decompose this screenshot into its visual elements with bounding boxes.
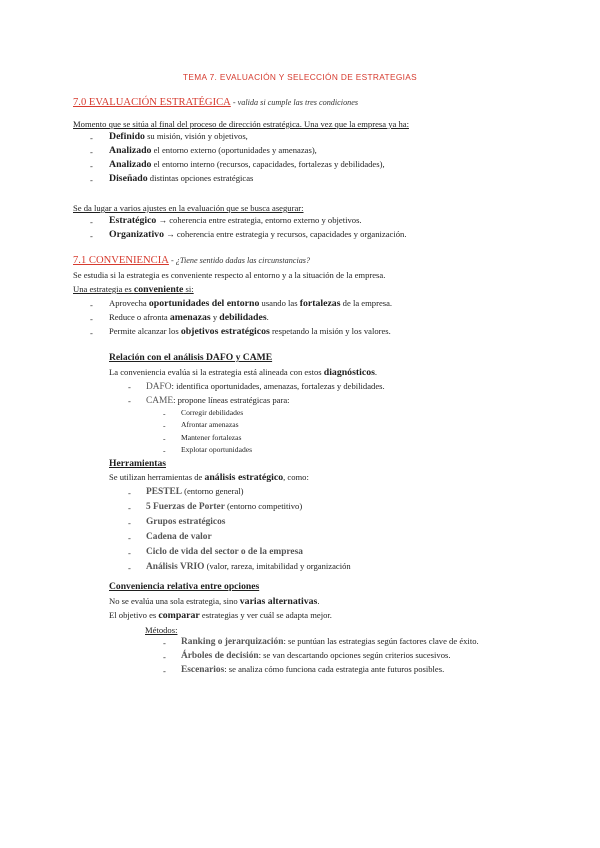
dafo-came-heading: Relación con el análisis DAFO y CAME: [109, 352, 273, 363]
list-bullet: -: [163, 666, 166, 676]
section-7-0-note: - valida si cumple las tres condiciones: [230, 98, 359, 107]
list-item: Aprovecha oportunidades del entorno usando las fortalezas de la empresa.: [109, 298, 393, 309]
adjustment-item: Organizativo → coherencia entre estrategia y recursos, capacidades y organización.: [109, 229, 407, 240]
relative-line: No se evalúa una sola estrategia, sino varias alternativas.: [109, 596, 320, 607]
document-title: TEMA 7. EVALUACIÓN Y SELECCIÓN DE ESTRATEGIAS: [182, 72, 418, 82]
list-item: Diseñado distintas opciones estratégicas: [109, 173, 254, 184]
tools-heading: Herramientas: [109, 458, 167, 469]
came-subitem: Corregir debilidades: [181, 408, 244, 417]
tool-item: Cadena de valor: [146, 532, 212, 542]
tool-item: Análisis VRIO (valor, rareza, imitabilidad y organización: [146, 561, 351, 572]
list-bullet: -: [90, 314, 93, 324]
list-item: Reduce o afronta amenazas y debilidades.: [109, 312, 269, 323]
list-item: Analizado el entorno interno (recursos, capacidades, fortalezas y debilidades),: [109, 159, 385, 170]
section-7-1-note: - ¿Tiene sentido dadas las circunstancias?: [168, 256, 311, 265]
relative-line: El objetivo es comparar estrategias y ver cuál se adapta mejor.: [109, 610, 332, 621]
methods-label: Métodos:: [145, 625, 178, 635]
came-subitem: Mantener fortalezas: [181, 433, 242, 442]
list-bullet: -: [90, 133, 93, 143]
list-bullet: -: [128, 396, 131, 406]
list-item: Analizado el entorno externo (oportunidades y amenazas),: [109, 145, 317, 156]
relative-heading: Conveniencia relativa entre opciones: [109, 581, 260, 592]
method-item: Escenarios: se analiza cómo funciona cada estrategia ante futuros posibles.: [181, 664, 445, 675]
list-bullet: -: [163, 446, 166, 455]
list-bullet: -: [128, 503, 131, 513]
section-7-0-heading: [73, 96, 358, 109]
came-subitem: Afrontar amenazas: [181, 420, 239, 429]
section-7-1-line: Se estudia si la estrategia es conveniente respecto al entorno y a la situación de la empresa.: [73, 270, 386, 280]
list-bullet: -: [128, 563, 131, 573]
section-7-0-intro: Momento que se sitúa al final del proceso de dirección estratégica. Una vez que la empresa ya ha:: [73, 119, 409, 129]
came-item: CAME: propone líneas estratégicas para:: [146, 395, 290, 406]
dafo-item: DAFO: identifica oportunidades, amenazas, fortalezas y debilidades.: [146, 381, 385, 392]
method-item: Árboles de decisión: se van descartando opciones según criterios sucesivos.: [181, 650, 451, 661]
list-bullet: -: [163, 409, 166, 418]
tool-item: Grupos estratégicos: [146, 517, 226, 527]
list-bullet: -: [128, 548, 131, 558]
tool-item: PESTEL (entorno general): [146, 486, 244, 497]
tool-item: 5 Fuerzas de Porter (entorno competitivo): [146, 501, 303, 512]
section-7-1-title: 7.1 CONVENIENCIA: [73, 255, 169, 266]
list-item: Definido su misión, visión y objetivos,: [109, 131, 248, 142]
section-7-1-heading: [73, 254, 310, 267]
list-bullet: -: [128, 533, 131, 543]
list-bullet: -: [128, 488, 131, 498]
section-7-0-title: 7.0 EVALUACIÓN ESTRATÉGICA: [73, 97, 231, 108]
list-bullet: -: [128, 382, 131, 392]
method-item: Ranking o jerarquización: se puntúan las estrategias según factores clave de éxito.: [181, 636, 479, 647]
list-bullet: -: [90, 217, 93, 227]
list-bullet: -: [163, 434, 166, 443]
list-bullet: -: [90, 161, 93, 171]
tools-line: Se utilizan herramientas de análisis estratégico, como:: [109, 472, 309, 483]
list-bullet: -: [90, 300, 93, 310]
list-bullet: -: [90, 147, 93, 157]
came-subitem: Explotar oportunidades: [181, 445, 253, 454]
list-bullet: -: [90, 328, 93, 338]
dafo-came-line: La conveniencia evalúa si la estrategia está alineada con estos diagnósticos.: [109, 367, 378, 378]
tool-item: Ciclo de vida del sector o de la empresa: [146, 547, 303, 557]
list-bullet: -: [163, 421, 166, 430]
list-bullet: -: [90, 231, 93, 241]
list-item: Permite alcanzar los objetivos estratégicos respetando la misión y los valores.: [109, 326, 391, 337]
adjustment-item: Estratégico → coherencia entre estrategia, entorno externo y objetivos.: [109, 215, 362, 226]
list-bullet: -: [163, 638, 166, 648]
list-bullet: -: [163, 652, 166, 662]
adjustments-intro: Se da lugar a varios ajustes en la evaluación que se busca asegurar:: [73, 203, 304, 213]
list-bullet: -: [128, 518, 131, 528]
list-bullet: -: [90, 175, 93, 185]
section-7-1-line: Una estrategia es conveniente si:: [73, 284, 194, 295]
